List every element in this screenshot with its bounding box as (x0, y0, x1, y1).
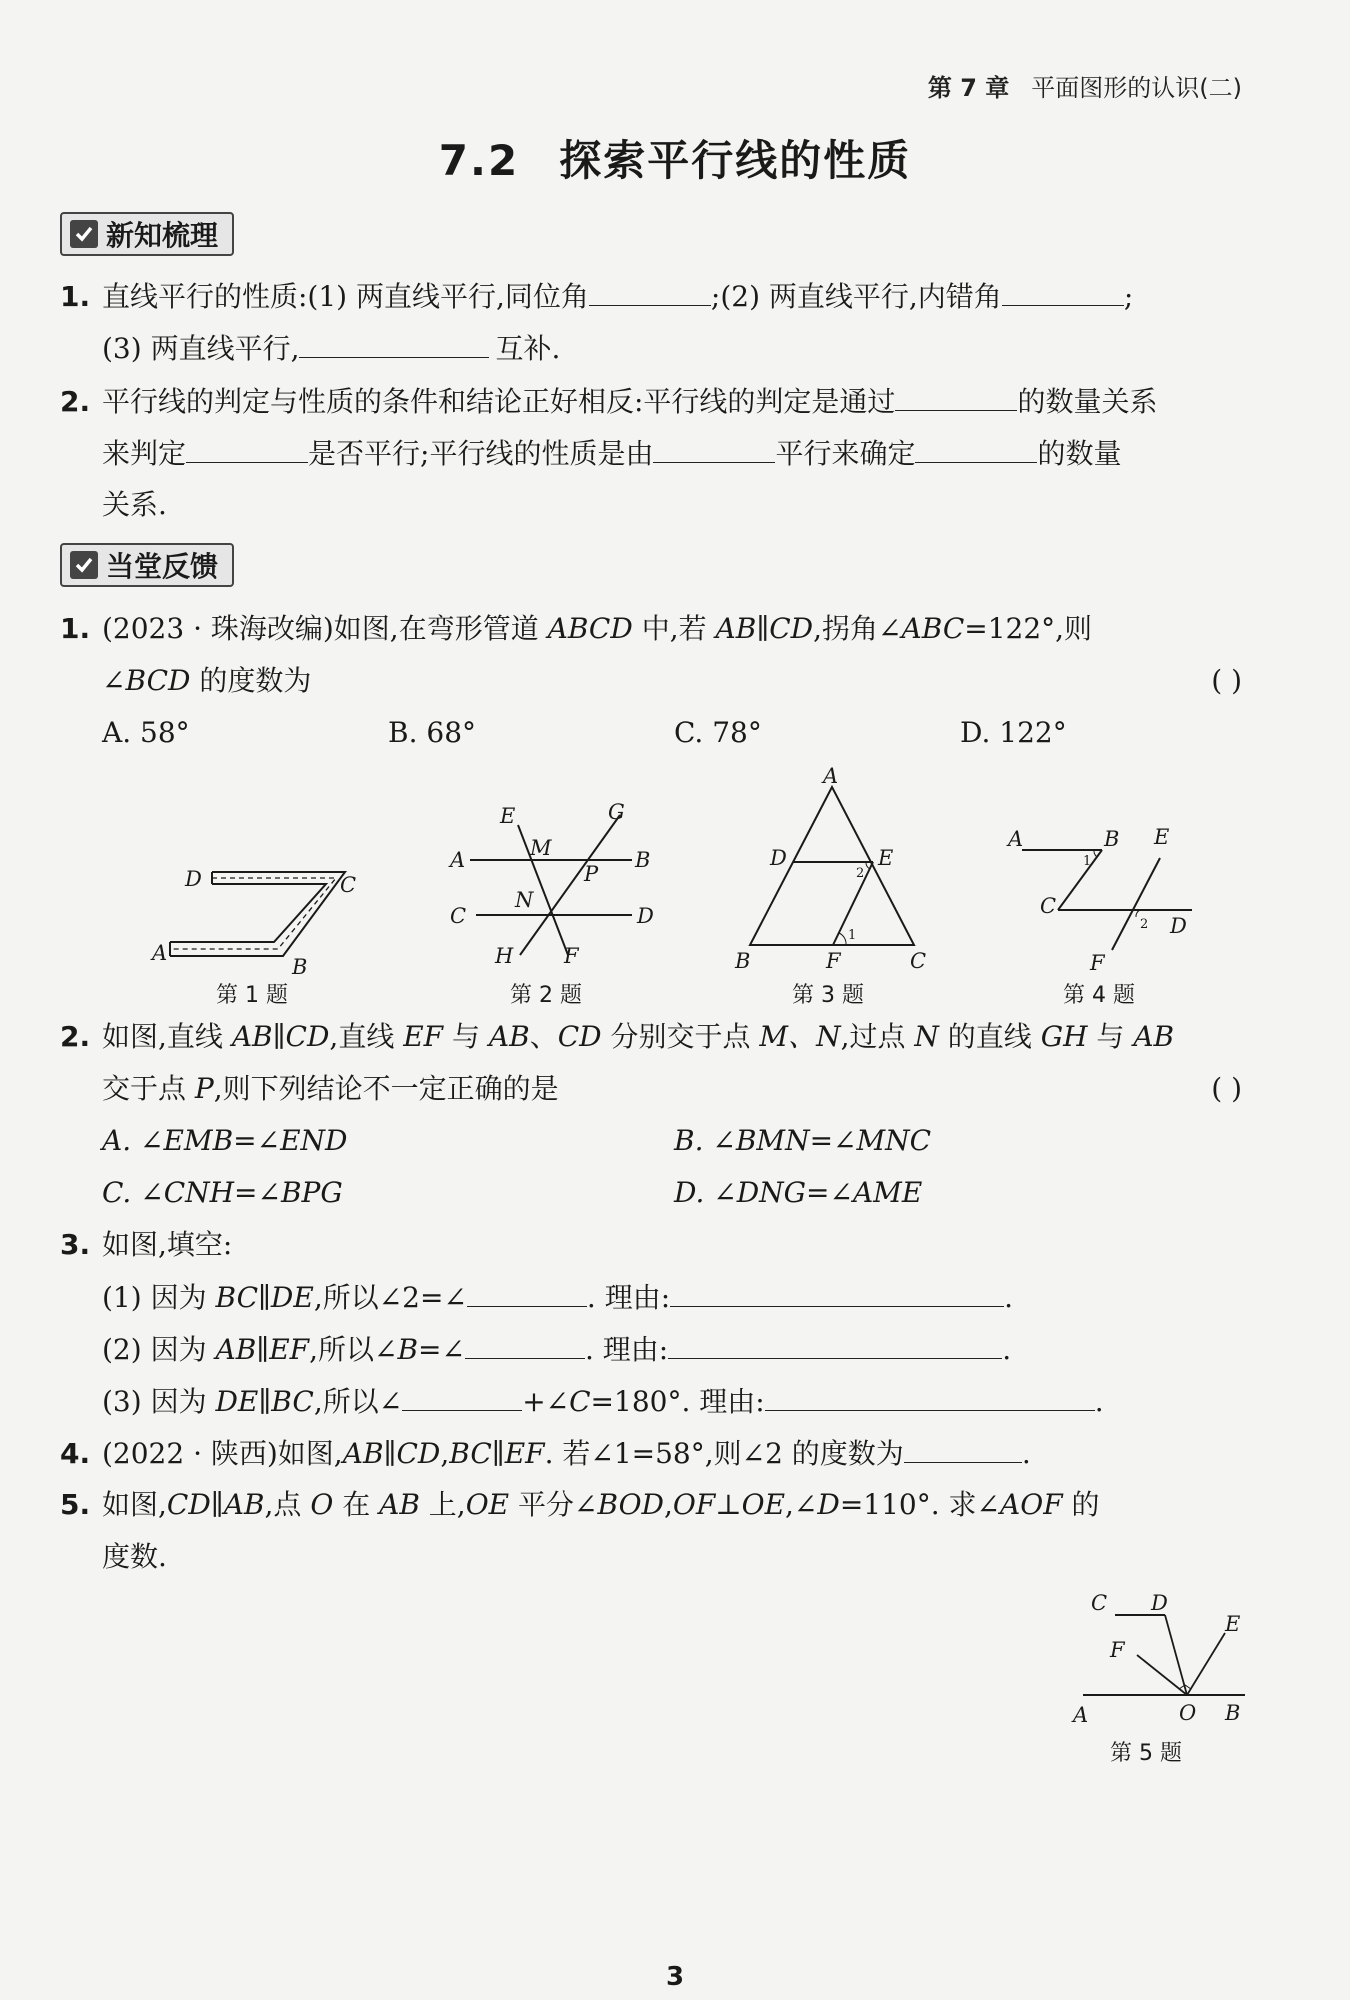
section-class-feedback (60, 543, 234, 587)
text: 如图, (102, 1488, 167, 1521)
knowledge-1-line-2 (102, 331, 560, 366)
svg-text:A: A (1073, 1703, 1089, 1727)
question-number: 3. (60, 1228, 91, 1261)
svg-text:2: 2 (1140, 917, 1149, 932)
option-c[interactable]: C. 78° (674, 716, 762, 749)
text: (2023 · 珠海改编)如图,在弯形管道 (102, 612, 548, 645)
math: D (817, 1488, 840, 1521)
question-5-line-2 (102, 1540, 167, 1574)
knowledge-1-line-1 (60, 279, 1133, 314)
math: BC∥EF (449, 1437, 545, 1470)
figure-3-triangle-diagram (730, 765, 930, 975)
option-d[interactable]: D. ∠DNG=∠AME (674, 1176, 923, 1209)
lesson-number: 7.2 (438, 136, 520, 185)
question-3-line-3 (102, 1384, 1104, 1419)
math: BC∥DE (215, 1281, 314, 1314)
text: ∠ (102, 664, 126, 697)
svg-text:F: F (1110, 1638, 1125, 1662)
math: O (310, 1488, 334, 1521)
math: CD∥AB (166, 1488, 265, 1521)
text: 平分∠ (509, 1488, 598, 1521)
text: . 若∠1=58°,则∠2 的度数为 (544, 1437, 904, 1470)
lesson-title (0, 128, 1350, 188)
figure-5-caption: 第 5 题 (1110, 1741, 1182, 1766)
answer-blank[interactable] (904, 1436, 1022, 1463)
section-title: 新知梳理 (106, 219, 219, 252)
figure-1-caption: 第 1 题 (216, 983, 288, 1008)
checkbox-icon (70, 551, 98, 579)
text: 的 (1062, 1488, 1100, 1521)
question-number: 4. (60, 1437, 91, 1470)
svg-text:H: H (495, 944, 514, 968)
svg-text:1: 1 (848, 928, 857, 943)
text: 的度数为 (190, 664, 312, 697)
figure-2-caption: 第 2 题 (510, 983, 582, 1008)
math: BCD (125, 664, 191, 697)
option-a[interactable]: A. 58° (102, 716, 190, 749)
math: B (397, 1333, 419, 1366)
text: 互补. (495, 332, 561, 365)
reason-blank[interactable] (765, 1384, 1095, 1411)
page-number: 3 (665, 1962, 685, 1992)
text: =∠ (418, 1333, 465, 1366)
text: ,所以∠ (313, 1385, 403, 1418)
chapter-number: 第 7 章 (927, 74, 1010, 102)
option-c[interactable]: C. ∠CNH=∠BPG (102, 1176, 343, 1209)
text: 与 (1087, 1020, 1134, 1053)
figure-4-parallel-lines-diagram (1000, 810, 1220, 980)
svg-text:P: P (584, 862, 599, 886)
svg-text:B: B (1104, 827, 1120, 851)
text: , (664, 1488, 673, 1521)
svg-text:D: D (1170, 914, 1187, 938)
text: 上, (419, 1488, 466, 1521)
question-1-line-1 (60, 612, 1092, 646)
question-2-line-1 (60, 1020, 1174, 1054)
question-1-line-2 (102, 664, 311, 698)
math: C (569, 1385, 591, 1418)
question-number: 5. (60, 1488, 91, 1521)
lesson-name: 探索平行线的性质 (559, 136, 912, 185)
text: 的数量关系 (1017, 385, 1158, 418)
answer-blank[interactable] (465, 1332, 585, 1359)
text: (2022 · 陕西)如图, (102, 1437, 343, 1470)
text: ,所以∠2=∠ (313, 1281, 467, 1314)
svg-text:M: M (530, 836, 552, 860)
math: DE∥BC (215, 1385, 314, 1418)
answer-blank[interactable] (467, 1280, 587, 1307)
answer-parentheses[interactable]: ( ) (1211, 664, 1242, 697)
text: ,过点 (840, 1020, 915, 1053)
svg-text:D: D (770, 846, 787, 870)
math: AB∥CD (231, 1020, 330, 1053)
math: M、N (759, 1020, 841, 1053)
answer-blank[interactable] (915, 436, 1037, 463)
reason-blank[interactable] (670, 1280, 1004, 1307)
svg-text:E: E (1154, 825, 1170, 849)
section-new-knowledge (60, 212, 234, 256)
text: 度数. (102, 1540, 167, 1573)
svg-text:2: 2 (856, 866, 865, 881)
math: AB (488, 1020, 530, 1053)
text: ,拐角∠ (813, 612, 902, 645)
text: 的数量 (1037, 437, 1122, 470)
svg-text:1: 1 (1083, 854, 1092, 869)
text: (2) 因为 (102, 1333, 216, 1366)
text: ; (1123, 280, 1134, 313)
text: (1) 因为 (102, 1281, 216, 1314)
svg-text:C: C (340, 873, 357, 897)
math: ABCD (547, 612, 633, 645)
math: GH (1040, 1020, 1088, 1053)
text: 与 (443, 1020, 489, 1053)
math: OF⊥OE (672, 1488, 786, 1521)
knowledge-2-line-1 (60, 384, 1157, 419)
option-b[interactable]: B. ∠BMN=∠MNC (674, 1124, 932, 1157)
svg-text:O: O (1179, 1701, 1197, 1725)
text: . (1021, 1437, 1031, 1470)
text: (3) 两直线平行, (102, 332, 300, 365)
svg-text:D: D (1151, 1591, 1168, 1615)
math: AB (379, 1488, 420, 1521)
svg-text:E: E (1225, 1612, 1241, 1636)
text: =122°,则 (964, 612, 1093, 645)
svg-text:A: A (152, 941, 168, 965)
figure-1-pipe-diagram (140, 850, 370, 980)
text: 是否平行;平行线的性质是由 (308, 437, 654, 470)
text: . (1094, 1385, 1104, 1418)
math: EF (403, 1020, 444, 1053)
text: ,所以∠ (309, 1333, 398, 1366)
svg-text:G: G (608, 800, 625, 824)
text: . (1002, 1333, 1012, 1366)
svg-text:B: B (635, 848, 651, 872)
question-number: 1. (60, 612, 91, 645)
knowledge-2-line-2 (102, 436, 1121, 471)
answer-parentheses[interactable]: ( ) (1211, 1072, 1242, 1105)
text: (3) 因为 (102, 1385, 216, 1418)
svg-text:F: F (564, 944, 579, 968)
figure-5-angle-diagram (1065, 1585, 1255, 1735)
chapter-header (928, 68, 1242, 103)
knowledge-2-line-3 (102, 488, 167, 522)
text: 来判定 (102, 437, 187, 470)
question-3-intro (60, 1228, 232, 1262)
text: 如图,直线 (102, 1020, 232, 1053)
math: CD (557, 1020, 602, 1053)
question-4 (60, 1436, 1031, 1471)
math: AB∥EF (215, 1333, 310, 1366)
chapter-name: 平面图形的认识(二) (1031, 74, 1242, 102)
svg-text:A: A (1008, 827, 1024, 851)
svg-text:E: E (878, 846, 894, 870)
answer-blank[interactable] (186, 436, 308, 463)
svg-text:F: F (1090, 951, 1105, 975)
svg-text:A: A (450, 848, 466, 872)
text: 交于点 (102, 1072, 195, 1105)
question-number: 2. (60, 1020, 91, 1053)
text: 在 (333, 1488, 380, 1521)
svg-text:B: B (735, 949, 751, 973)
option-d[interactable]: D. 122° (960, 716, 1067, 749)
question-number: 1. (60, 280, 91, 313)
question-3-line-2 (102, 1332, 1011, 1367)
text: +∠ (522, 1385, 570, 1418)
math: AB∥CD (715, 612, 814, 645)
question-5-line-1 (60, 1488, 1100, 1522)
svg-text:C: C (450, 904, 467, 928)
answer-blank[interactable] (589, 279, 711, 306)
answer-blank[interactable] (1002, 279, 1124, 306)
svg-text:B: B (1225, 1701, 1241, 1725)
reason-blank[interactable] (668, 1332, 1002, 1359)
text: 的直线 (938, 1020, 1041, 1053)
question-2-line-2 (102, 1072, 559, 1106)
svg-text:E: E (500, 804, 516, 828)
text: . (1004, 1281, 1014, 1314)
text: 中,若 (632, 612, 716, 645)
text: . 理由: (586, 1281, 671, 1314)
math: AB (1133, 1020, 1175, 1053)
checkbox-icon (70, 220, 98, 248)
svg-text:B: B (292, 955, 308, 979)
text: 关系. (102, 488, 167, 521)
question-3-line-1 (102, 1280, 1013, 1315)
math: OE (465, 1488, 510, 1521)
math: BOD (597, 1488, 664, 1521)
svg-text:D: D (185, 867, 202, 891)
text: 、 (529, 1020, 558, 1053)
svg-text:C: C (1091, 1591, 1108, 1615)
option-a[interactable]: A. ∠EMB=∠END (102, 1124, 348, 1157)
math: AOF (1000, 1488, 1063, 1521)
math: P (194, 1072, 214, 1105)
option-b[interactable]: B. 68° (388, 716, 477, 749)
text: ,直线 (329, 1020, 404, 1053)
text: 平行来确定 (775, 437, 916, 470)
text: 直线平行的性质:(1) 两直线平行,同位角 (102, 280, 589, 313)
svg-text:C: C (910, 949, 927, 973)
text: =180°. 理由: (590, 1385, 765, 1418)
text: . 理由: (584, 1333, 669, 1366)
text: =110°. 求∠ (839, 1488, 1001, 1521)
answer-blank[interactable] (299, 331, 489, 358)
svg-text:A: A (823, 765, 839, 788)
answer-blank[interactable] (653, 436, 775, 463)
svg-text:C: C (1040, 894, 1057, 918)
math: AB∥CD (342, 1437, 441, 1470)
math: ABC (901, 612, 965, 645)
question-number: 2. (60, 385, 91, 418)
text: 平行线的判定与性质的条件和结论正好相反:平行线的判定是通过 (102, 385, 896, 418)
svg-text:F: F (826, 949, 841, 973)
figure-3-caption: 第 3 题 (792, 983, 864, 1008)
math: N (914, 1020, 939, 1053)
text: 分别交于点 (601, 1020, 760, 1053)
answer-blank[interactable] (895, 384, 1017, 411)
figure-2-parallel-lines-diagram (440, 795, 660, 975)
svg-text:N: N (515, 888, 534, 912)
section-title: 当堂反馈 (106, 550, 219, 583)
svg-text:D: D (637, 904, 654, 928)
text: ,点 (264, 1488, 311, 1521)
answer-blank[interactable] (402, 1384, 522, 1411)
text: 如图,填空: (102, 1228, 233, 1261)
text: , (440, 1437, 450, 1470)
text: ,∠ (785, 1488, 818, 1521)
text: ,则下列结论不一定正确的是 (213, 1072, 559, 1105)
text: ;(2) 两直线平行,内错角 (710, 280, 1002, 313)
figure-4-caption: 第 4 题 (1063, 983, 1135, 1008)
